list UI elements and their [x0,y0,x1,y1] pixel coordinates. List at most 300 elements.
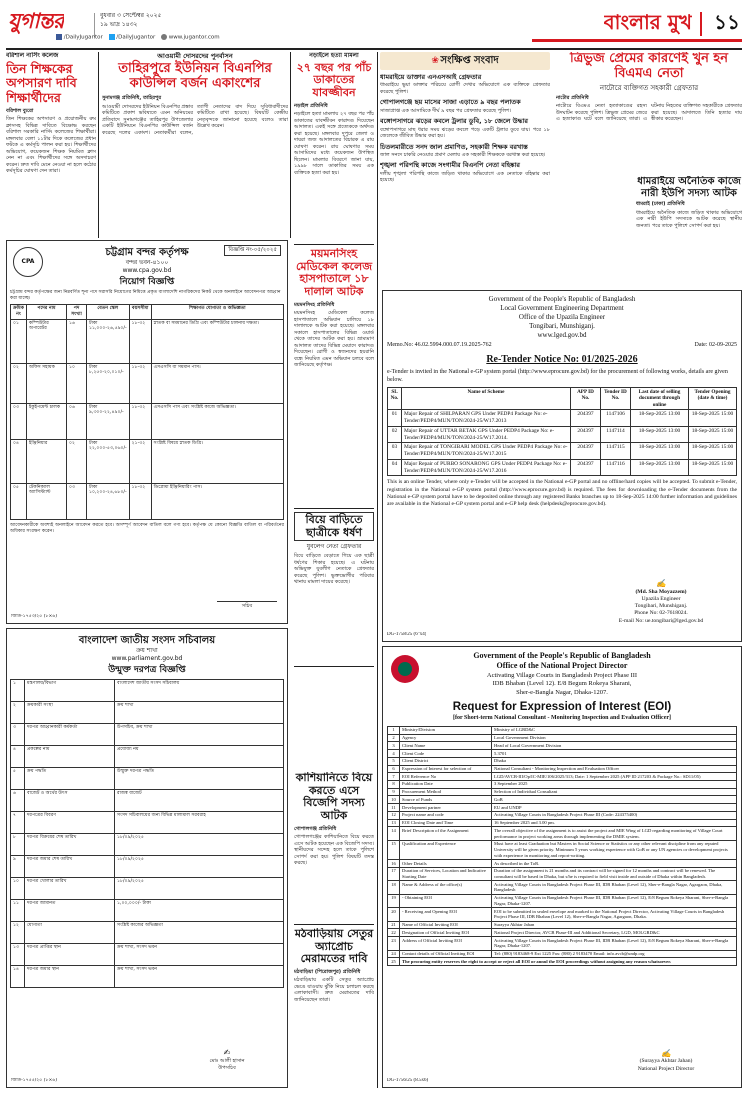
cpa-ref2: জিডি-১৭৫৩/২৫ (৮×৬) [11,614,58,620]
cpa-th: বয়সসীমা [129,305,151,319]
newspaper-logo: যুগান্তর [8,9,64,33]
table-cell: Selection of Individual Consultant [492,788,737,796]
table-cell: ৮ [11,834,25,856]
article-body: ময়মনসিংহ মেডিকেল কলেজ হাসপাতালে অভিযান চালিয়ে ১৮ দালালকে আটক করা হয়েছে। মঙ্গলবার সকালে হাসপাতালের বিভিন্ন ওয়ার্ড থেকে তাদের আটক করা হয়। ভ্রাম্যমাণ আদালত তাদের বিভিন্ন মেয়াদে কারাদণ্ড দিয়েছেন। রোগী ও স্বজনদের হয়রানি বন্ধে নিয়মিত এমন অভিযান চলবে বলে জানিয়েছে কর্তৃপক্ষ। [294,310,374,369]
brief-item-body: দলীয় শৃঙ্খলা পরিপন্থি কাজে জড়িত থাকার অভিযোগে এক নেতাকে বহিষ্কার করা হয়েছে। [380,170,550,184]
table-cell: National Project Director, AVCB Phase-III and Additional Secretary, LGD, MOLGRD&C [492,929,737,937]
table-row [11,483,284,519]
parliament-web[interactable]: www.parliament.gov.bd [111,654,183,662]
table-row [11,746,284,768]
table-cell: ক্রয় শাখা, সংসদ ভবন [115,966,284,988]
lged-th: Name of Scheme [402,387,571,410]
table-cell: 18 [388,881,400,894]
table-cell: ৩ [11,724,25,746]
social-line [56,34,220,42]
table-cell: ১৮/০৯/২০২৫ [115,878,284,900]
article-headline: ত্রিভুজ প্রেমের কারণেই খুন হন বিএমএ নেতা [569,52,728,81]
article-body: নড়াইলে হত্যা মামলায় ২৭ বছর পর পাঁচ ডাকাতের যাবজ্জীবন কারাদণ্ড দিয়েছেন আদালত। একই সঙ্গে প্রত্যেককে অর্থদণ্ড করা হয়েছে। মঙ্গলবার দুপুরে জেলা ও দায়রা জজ আদালতের বিচারক এ রায় ঘোষণা করেন। রায় ঘোষণার সময় আসামিদের মধ্যে কয়েকজন উপস্থিত ছিলেন। মামলার বিবরণে জানা যায়, ১৯৯৮ সালে ডাকাতির সময় এক ব্যক্তিকে হত্যা করা হয়। [294,111,374,176]
lged-signer-place: Tongibari, Munshiganj. [634,603,688,610]
brief-item-body: সাজাপ্রাপ্ত এক আসামিকে দীর্ঘ ৯ বছর পর গ্রেফতার করেছে পুলিশ। [380,107,511,114]
brief-item-head: বঙ্গোপসাগরে ঝড়ের কবলে ট্রলার ডুবি, ১৮ জেলে উদ্ধার [380,117,528,126]
eoi-signer-title: National Project Director [637,1065,695,1072]
table-cell: ০২ [11,363,27,403]
table-row [388,773,737,781]
table-cell: দরপত্র বিক্রয়ের শেষ তারিখ [25,834,115,856]
table-cell: Activating Village Courts in Bangladesh Project Phase III (Code: 224375400) [492,811,737,819]
table-row [388,426,737,443]
article-reporter: সুনামগঞ্জ প্রতিনিধি, তাহিরপুর [102,95,162,102]
eoi-gov: Government of the People's Republic of Bangladesh [473,651,651,660]
lged-memo-line [387,342,737,350]
table-cell: প্রযোজ্য নয় [115,746,284,768]
table-row [11,702,284,724]
social-facebook[interactable]: /DailyJugantor [63,34,103,41]
lged-signer-title: Upazila Engineer [641,595,681,602]
table-cell: Ministry/Division [400,726,492,734]
brief-item [380,73,550,95]
social-web[interactable]: www.jugantor.com [168,34,220,41]
cpa-th: বেতন স্কেল [87,305,130,319]
table-cell: Dhaka [492,757,737,765]
table-cell: EU and UNDP [492,804,737,812]
table-cell: Tel: (880) 9183468-9 Ext 1225 Fax: (880) 2 9183470 Email: info.avcb@undp.org [492,950,737,958]
article-reporter: মঠবাড়িয়া (পিরোজপুর) প্রতিনিধি [294,968,361,975]
article-reporter: গোপালগঞ্জ প্রতিনিধি [294,825,337,832]
cpa-web[interactable]: www.cpa.gov.bd [122,266,172,274]
table-cell: ১৮-৩২ [129,363,151,403]
table-cell: বাজেট ও অর্থের উৎস [25,790,115,812]
table-cell: ১১ [11,900,25,922]
table-row [388,734,737,742]
table-cell: 12 [388,811,400,819]
table-cell: ২ [11,702,25,724]
table-cell: দরপত্র জামানত [25,900,115,922]
table-cell: 204397 [571,443,601,460]
table-cell: Duration of Services, Location and Indicative Starting Date [400,867,492,880]
table-cell: ২১-৩২ [129,439,151,483]
cpa-signer: সচিব [241,602,253,609]
table-row [388,410,737,427]
brief-list [380,73,550,184]
parliament-dept: ক্রয় শাখা [136,647,158,654]
lged-notice-title: Re-Tender Notice No: 01/2025-2026 [486,354,638,366]
table-cell: মন্ত্রণালয়/বিভাগ [25,680,115,702]
table-cell: 21 [388,921,400,929]
eoi-office: Office of the National Project Director [496,661,628,671]
table-cell: Address of Official Inviting EOI [400,937,492,950]
table-cell: ১৮-৩২ [129,319,151,363]
table-row [388,726,737,734]
table-cell: 02 [388,426,402,443]
article-headline: বিয়ে বাড়িতে ছাত্রীকে ধর্ষণ [294,512,374,541]
table-row [388,765,737,773]
article-reporter: বরিশাল ব্যুরো [6,107,34,114]
table-row [388,750,737,758]
table-cell: বাংলাদেশ জাতীয় সংসদ সচিবালয় [115,680,284,702]
table-cell: অফিস সহায়ক [27,363,67,403]
cpa-title: চট্টগ্রাম বন্দর কর্তৃপক্ষ [105,247,189,258]
table-cell: 16 [388,860,400,868]
table-cell: Client District [400,757,492,765]
table-cell: দরপত্রের বিবরণ [25,812,115,834]
table-cell: ১৮-৩২ [129,483,151,519]
table-cell: Major Repair of PURBO SONARONG GPS Under PEDP4 Package No: e-Tender/PEDP4/MUN/TON/2024-25/W17.2016 [402,459,571,476]
table-row [388,958,737,966]
lged-table [387,387,737,477]
eoi-signature: ✍ (Surayya Akhtar Jahan) National Project Director [611,1049,721,1073]
brief-item [380,161,550,183]
article-body: নাটোরে বিএমএ নেতা হত্যাকাণ্ডের রহস্য উদঘাটন করেছে পুলিশ। ত্রিভুজ প্রেমের জেরে এ হত্যাকাণ্ড ঘটে বলে জানিয়েছে তারা। এ ঘটনায় নিহতের ব্যক্তিগত সহকারীকে গ্রেফতার করা হয়েছে। আদালতে তিনি হত্যার দায় স্বীকার করেছেন। [556,103,742,123]
table-cell: সংশ্লিষ্ট কাজের অভিজ্ঞতা [115,922,284,944]
table-cell: Duration of the assignment is 21 months and its contract will be signed for 12 months and contract will be renewed. The consultant will be based in Dhaka, but s/he is required to field visit inside and outside of Dhaka within Bangladesh. [492,867,737,880]
table-cell: 8 [388,780,400,788]
table-row [388,788,737,796]
article-kicker: বরিশাল নার্সিং কলেজ [6,52,59,59]
social-twitter[interactable]: /DailyJugantor [116,34,156,41]
eoi-logo [391,655,419,683]
date-line-1: বুধবার ৩ সেপ্টেম্বর ২০২৫ [100,12,162,19]
table-row [11,878,284,900]
table-cell: Activating Village Courts in Bangladesh Project Phase III, IDB Bhaban (Level 12), Sher-e-Bangla Nagar, Agargaon, Dhaka, Bangladesh [492,881,737,894]
brief-item-head: শৃঙ্খলা পরিপন্থি কাজে সংগামীর বিএনপি নেতা বহিষ্কার [380,161,520,170]
table-cell: Activating Village Courts in Bangladesh Project Phase III, IDB Bhaban (Level 12), E/8 Begum Rokeya Sharani, Sher-e-Bangla Nagar, Dhaka-1207. [492,894,737,907]
table-row [11,724,284,746]
article-mymensingh [294,248,374,506]
table-cell: Major Repair of SHILPARAN GPS Under PEDP4 Package No: e-Tender/PEDP4/MUN/TON/2024-25/W17.2013 [402,410,571,427]
table-cell: 6 [388,765,400,773]
table-cell: ১৩ [11,944,25,966]
table-row [388,921,737,929]
cpa-th: পদ সংখ্যা [67,305,87,319]
brief-item [380,143,550,159]
cpa-notice-label: নিয়োগ বিজ্ঞপ্তি [119,276,175,287]
table-cell: 204397 [571,426,601,443]
table-cell: Major Repair of UTTAR BETAK GPS Under PEDP4 Package No: e-Tender/PEDP4/MUN/TON/2024-25/W17.2014. [402,426,571,443]
table-cell: 19 [388,894,400,907]
table-cell: Ministry of LGRD&C [492,726,737,734]
lged-place: Tongibari, Munshiganj. [529,322,595,331]
twitter-icon [109,34,115,40]
table-cell: সংসদ সচিবালয়ের জন্য বিভিন্ন মালামাল সরবরাহ [115,812,284,834]
table-cell: কম্পিউটার অপারেটর [27,319,67,363]
parliament-signer-title: উপসচিব [218,1064,236,1071]
parliament-tender-notice [6,628,288,1088]
lged-intro: e-Tender is invited in the National e-GP system portal (http://www.eprocure.gov.bd) for the procurement of following works, details are given below. [387,369,728,384]
table-cell: 1147115 [601,443,631,460]
table-row [11,944,284,966]
section-title-box [532,6,742,42]
table-cell: 01 [388,410,402,427]
lged-dept: Local Government Engineering Department [500,304,624,313]
cpa-signature [217,594,277,610]
table-cell: Procurement Method [400,788,492,796]
masthead [6,4,742,48]
lged-office: Office of the Upazila Engineer [518,313,606,322]
lged-th: Tender Opening (date & time) [689,387,737,410]
lged-retender-notice [382,290,742,642]
article-kicker: আওয়ামী দোসরদের পুনর্বাসন [157,52,233,60]
lged-email[interactable]: E-mail No: ue.tongibari@lged.gov.bd [618,617,704,624]
table-cell: স্নাতক বা সমমানের ডিগ্রি এবং কম্পিউটার চালনায় দক্ষতা। [151,319,283,363]
table-cell: দরপত্র খোলার তারিখ [25,878,115,900]
brief-icon: ❀ [431,56,439,66]
table-cell: ইকুইপমেন্ট চালক [27,403,67,439]
cpa-ref: বিজ্ঞপ্তি নং-০৫/২০২৫ [224,245,281,256]
facebook-icon [56,34,62,40]
table-row [388,894,737,907]
table-cell: ০৩ [11,403,27,439]
table-cell: 10 [388,796,400,804]
table-cell: Must have at least Graduation but Masters in Social Science or Statistics or any other relevant discipline from any reputed University will be given priority. Minimum 5 years working experience with GoB or any UN agencies or development projects with experience in monitoring and report-writing. [492,840,737,859]
section-title: বাংলার মুখ [603,10,692,34]
brief-item-head: চিতলমারীতে সনদ জাল প্রমাণিত, সহকারী শিক্ষক বরখাস্ত [380,142,528,151]
table-cell: উপসচিব, ক্রয় শাখা [115,724,284,746]
table-cell: 5.3701 [492,750,737,758]
table-cell: ১৬ [67,319,87,363]
table-cell: টাকা ১০,২০০-২৪,৬৮০/- [87,483,130,519]
table-cell: ১০ [67,363,87,403]
article-body: ধামরাইয়ে অনৈতিক কাজে জড়িত থাকার অভিযোগে এক নারী ইউপি সদস্যকে আটক করেছে স্থানীয় জনতা। পরে তাকে পুলিশে সোপর্দ করা হয়। [636,209,742,229]
table-row [388,811,737,819]
table-cell: সংশ্লিষ্ট বিষয়ে স্নাতক ডিগ্রি। [151,439,283,483]
cpa-address: বন্দর ভবন-৪১০০ [125,259,169,266]
table-cell: রাজস্ব বাজেট [115,790,284,812]
table-cell: - Receiving and Opening EOI [400,908,492,921]
brief-item-head: গোপালগঞ্জে ছয় মাসের সাজা এড়াতে ৯ বছর পলাতক [380,98,521,107]
table-row [11,900,284,922]
table-cell: 204397 [571,459,601,476]
table-row [388,443,737,460]
table-cell: ১০ [11,878,25,900]
table-cell: ০৫ [11,483,27,519]
table-cell: Agency [400,734,492,742]
parliament-signer: মোঃ আলী হাসান [209,1058,245,1064]
article-reporter: নাটোর প্রতিনিধি [556,94,589,101]
table-cell: 11 [388,804,400,812]
table-cell: ৪ [11,746,25,768]
table-cell: ৫ [11,768,25,790]
article-kicker: নড়াইলে হত্যা মামলা [309,52,359,59]
table-cell: 4 [388,750,400,758]
article-headline: কাশিয়ানিতে বিয়ে করতে এসে বিজেপি সদস্য আটক [295,772,373,822]
table-row [388,867,737,880]
table-cell: দরপত্র আহ্বানকারী কর্মকর্তা [25,724,115,746]
parliament-notice: উন্মুক্ত দরপত্র বিজ্ঞপ্তি [108,664,186,675]
table-cell: 13 [388,819,400,827]
lged-date: Date: 02-09-2025 [694,342,737,349]
lged-signature: ✍ (Md. Sha Moyazzem) Upazila Engineer Tongibari, Munshiganj. Phone No: 02-7618024. E-mail No: ue.tongibari@lged.gov.bd [601,579,721,625]
table-cell: ডিপ্লোমা ইঞ্জিনিয়ারিং পাস। [151,483,283,519]
table-row [11,922,284,944]
table-cell: EOI Closing Date and Time [400,819,492,827]
table-cell: 7 [388,773,400,781]
article-bridge [294,928,374,1088]
table-row [388,840,737,859]
eoi-table [387,726,737,966]
table-row [388,929,737,937]
article-body: আওয়ামী দোসরদের ইউনিয়ন বিএনপির প্রস্তাব কমিটিতে প্রকাশ ভবিষ্যতে এমন অনিয়মের প্রতিবাদে সুনামগঞ্জের তাহিরপুর উপজেলার একটি ইউনিয়নে বিএনপির কাউন্সিল বর্জন করেছে দলের একাংশ। নেতাকর্মীরা বলেন, ত্যাগী নেতাদের বাদ দিয়ে সুবিধাবাদীদের কমিটিতে রাখা হয়েছে। বিষয়টি কেন্দ্রীয় নেতৃবৃন্দকে জানানো হয়েছে বলেও তারা উল্লেখ করেন। [102,103,288,136]
table-cell: LGD/AVCB-III/Op/IC-MIE/106/2025/313; Date: 1 September 2025 (APP ID 217203 & Package No.: SD11/05) [492,773,737,781]
table-cell: 22 [388,929,400,937]
brief-news-header [380,52,550,70]
table-row [388,757,737,765]
table-row [388,950,737,958]
lged-gov: Government of the People's Republic of Bangladesh [488,295,636,303]
table-cell: Project name and code [400,811,492,819]
table-row [11,680,284,702]
table-cell: 18-Sep-2025 13:00 [631,410,689,427]
cpa-conditions: আবেদনকারীকে অবশ্যই অনলাইনে আবেদন করতে হবে। অসম্পূর্ণ আবেদন বাতিল বলে গণ্য হবে। কর্তৃপক্ষ যে কোনো বিজ্ঞপ্তি বাতিল বা পরিবর্তনের অধিকার সংরক্ষণ করেন। [10,522,284,534]
parliament-ref: জিডি-১৭৫৫/২৫ (৮×৬) [11,1078,58,1084]
table-cell: 5 [388,757,400,765]
table-row [11,790,284,812]
article-narail [294,52,374,242]
lged-phone: Phone No: 02-7618024. [634,610,688,617]
eoi-project: Activating Village Courts in Bangladesh Project Phase III [486,671,638,679]
cpa-table [10,304,284,519]
table-cell: As described in the ToR. [492,860,737,868]
lged-signer: (Md. Sha Moyazzem) [635,588,687,595]
table-row [388,860,737,868]
table-cell: Designation of Official Inviting EOI [400,929,492,937]
table-row [388,459,737,476]
table-cell: ১৮/০৯/২০২৫ [115,834,284,856]
table-cell: ১২ [11,922,25,944]
lged-footer: This is an online Tender, where only e-Tender will be accepted in the National e-GP portal and no offline/hard copies will be accepted. To submit e-Tender, registration in the National e-GP system portal (http://www.eprocure.gov.bd) is required. The fees for downloading the e-Tender documents from the National e-GP system portal have to be deposited online through any registered Banks branches up to 18-Sep-2025 14:00 further information and guidelines are available in the National e-GP system portal and e-GP help desk (helpdesk@eprocure.gov.bd). [387,479,737,508]
article-dhamrai [636,176,742,286]
brief-item-head: ধামরাইয়ে ডাক্তার এনএসআই গ্রেফতার [380,72,482,81]
table-cell: Publication Date [400,780,492,788]
table-cell: প্রকল্পের নাম [25,746,115,768]
article-marriage [294,512,374,664]
table-cell: ১৪ [11,966,25,988]
table-cell: Other Details [400,860,492,868]
table-cell: Local Government Division [492,734,737,742]
table-cell: 1 [388,726,400,734]
article-reporter: ময়মনসিংহ প্রতিনিধি [294,301,335,308]
article-body: তিন শিক্ষকের অপসারণ ও প্রয়োজনীয় রুম ক্লাসসহ বিভিন্ন দাবিতে বিক্ষোভ করছেন বরিশাল সরকারি নার্সিং কলেজের শিক্ষার্থীরা। মঙ্গলবার বেলা ১১টার দিকে কলেজের প্রধান ফটকে এ কর্মসূচি পালন করা হয়। শিক্ষার্থীদের অভিযোগ, কয়েকজন শিক্ষক নিয়মিত ক্লাস নেন না এবং শিক্ষার্থীদের সঙ্গে অসদাচরণ করেন। দ্রুত দাবি মেনে নেওয়া না হলে কঠোর কর্মসূচির ঘোষণা দেন তারা। [6,116,96,175]
table-cell: ৭ [11,812,25,834]
table-cell: ক্রয়কারী সংস্থা [25,702,115,724]
brief-item [380,117,550,139]
article-headline: তিন শিক্ষকের অপসারণ দাবি শিক্ষার্থীদের [6,60,77,105]
lged-web[interactable]: www.lged.gov.bd [537,331,587,340]
table-cell: 1147116 [601,459,631,476]
article-headline: তাহিরপুরে ইউনিয়ন বিএনপির কাউন্সিল বর্জন একাংশের [118,61,272,92]
eoi-signer: (Surayya Akhtar Jahan) [639,1058,693,1065]
table-cell: Brief Description of the Assignment [400,827,492,840]
article-headline: মঠবাড়িয়ায় সেতুর অ্যাপ্রোচ মেরামতের দাবি [294,928,374,966]
lged-th: Last date of selling document through online [631,387,689,410]
table-cell: টাকা ১১,০০০-২৬,৫৯০/- [87,319,130,363]
table-cell: 18-Sep-2025 15:00 [689,459,737,476]
table-cell: 16 September 2025 and 3.00 pm. [492,819,737,827]
table-cell: 15 [388,840,400,859]
table-cell: ০৬ [67,403,87,439]
lged-memo: Memo.No: 46.02.5994.000.07.19.2025-762 [387,342,492,349]
brief-item-body: ধামরাইয়ে ভুয়া ডাক্তার পরিচয়ে রোগী দেখার অভিযোগে এক ব্যক্তিকে গ্রেফতার করেছে পুলিশ। [380,82,550,95]
table-cell: 03 [388,443,402,460]
table-cell: দরপত্র জমার স্থান [25,966,115,988]
table-cell: Client Name [400,742,492,750]
table-row [388,804,737,812]
table-cell: 04 [388,459,402,476]
brief-item [380,98,550,114]
article-body: মঠবাড়িয়ায় একটি সেতুর অ্যাপ্রোচ ভেঙে যাওয়ায় ঝুঁকি নিয়ে চলাচল করছে এলাকাবাসী। দ্রুত মেরামতের দাবি জানিয়েছেন তারা। [294,977,374,1003]
eoi-ref: DG-1756/25 (8.5x6) [387,1077,429,1083]
table-cell: ০৪ [11,439,27,483]
table-cell: 18-Sep-2025 13:00 [631,459,689,476]
table-cell: 24 [388,950,400,958]
table-cell: ০২ [67,439,87,483]
table-cell: ইঞ্জিনিয়ার [27,439,67,483]
brief-item-body: জাল সনদে চাকরি নেওয়ার প্রমাণ মেলায় এক সহকারী শিক্ষককে বরখাস্ত করা হয়েছে। [380,151,546,158]
page-number: ১১ [714,10,740,34]
table-cell: 17 [388,867,400,880]
table-cell: Head of Local Government Division [492,742,737,750]
table-cell: যোগ্যতা [25,922,115,944]
brief-news [380,52,550,322]
table-row [388,780,737,788]
table-cell: The procuring entity reserves the right to accept or reject all EOI or annul the EOI proceedings without assigning any reason whatsoever. [400,958,737,966]
table-cell: ১৮/০৯/২০২৫ [115,856,284,878]
table-row [11,768,284,790]
table-row [388,742,737,750]
table-row [11,439,284,483]
lged-th: APP ID No. [571,387,601,410]
table-row [11,403,284,439]
table-cell: উন্মুক্ত দরপত্র পদ্ধতি [115,768,284,790]
date-line-2: ১৯ ভাদ্র ১৪৩২ [100,21,138,28]
table-row [388,796,737,804]
table-cell: টাকা ৮,২৫০-২০,০১০/- [87,363,130,403]
article-body: গোপালগঞ্জের কাশিয়ানিতে বিয়ে করতে এসে আটক হয়েছেন এক বিজেপি সদস্য। স্থানীয়দের সন্দেহ হলে তাকে পুলিশে সোপর্দ করা হয়। পুলিশ বিষয়টি তদন্ত করছে। [294,834,374,867]
table-cell: এসএসসি পাস এবং সংশ্লিষ্ট কাজে অভিজ্ঞতা। [151,403,283,439]
table-cell: টাকা ২২,০০০-৫৩,০৬০/- [87,439,130,483]
table-cell: Name & Address of the office(s) [400,881,492,894]
table-row [388,827,737,840]
table-cell: 3 [388,742,400,750]
parliament-title: বাংলাদেশ জাতীয় সংসদ সচিবালয় [78,635,216,646]
table-cell: National Consultant - Monitoring Inspection and Evaluation Officer [492,765,737,773]
table-cell: 18-Sep-2025 15:00 [689,443,737,460]
table-cell: ক্রয় শাখা, সংসদ ভবন [115,944,284,966]
article-headline: ২৭ বছর পর পাঁচ ডাকাতের যাবজ্জীবন [296,60,372,100]
article-kashiani [294,772,374,922]
table-row [11,812,284,834]
table-cell: EOI to be submitted in sealed envelope and marked to the National Project Director, Activating Village Courts in Bangladesh Project Phase III, IDB Bhaban (Level 12), Sher-e-Bangla Nagar, Agargaon, Dhaka. [492,908,737,921]
article-nursing-college [6,52,96,238]
eoi-title: Request for Expression of Interest (EOI) [452,701,672,714]
table-cell: GoB [492,796,737,804]
eoi-address1: IDB Bhaban (Level 12). E/8 Begum Rokeya Sharani, [492,680,632,688]
table-cell: ১৮-৩২ [129,403,151,439]
table-cell: দরপত্র জমার শেষ তারিখ [25,856,115,878]
lged-th: Tender ID No. [601,387,631,410]
table-cell: 1147114 [601,426,631,443]
table-cell: Source of Funds [400,796,492,804]
eoi-address2: Sher-e-Bangla Nagar, Dhaka-1207. [516,688,608,696]
table-cell: Qualification and Experience [400,840,492,859]
table-cell: Major Repair of TONGIBARI MODEL GPS Under PEDP4 Package No: e-Tender/PEDP4/MUN/TON/2024-25/W17.2015 [402,443,571,460]
table-cell: ক্রয় পদ্ধতি [25,768,115,790]
table-row [388,881,737,894]
lged-ref: DG-1758/25 (6"x4) [387,631,427,637]
eoi-subtitle: [for Short-term National Consultant - Monitoring Inspection and Evaluation Officer] [452,715,672,722]
table-cell: 23 [388,937,400,950]
table-row [11,856,284,878]
article-headline: ধামরাইয়ে অনৈতিক কাজে নারী ইউপি সদস্য আটক [637,176,741,199]
